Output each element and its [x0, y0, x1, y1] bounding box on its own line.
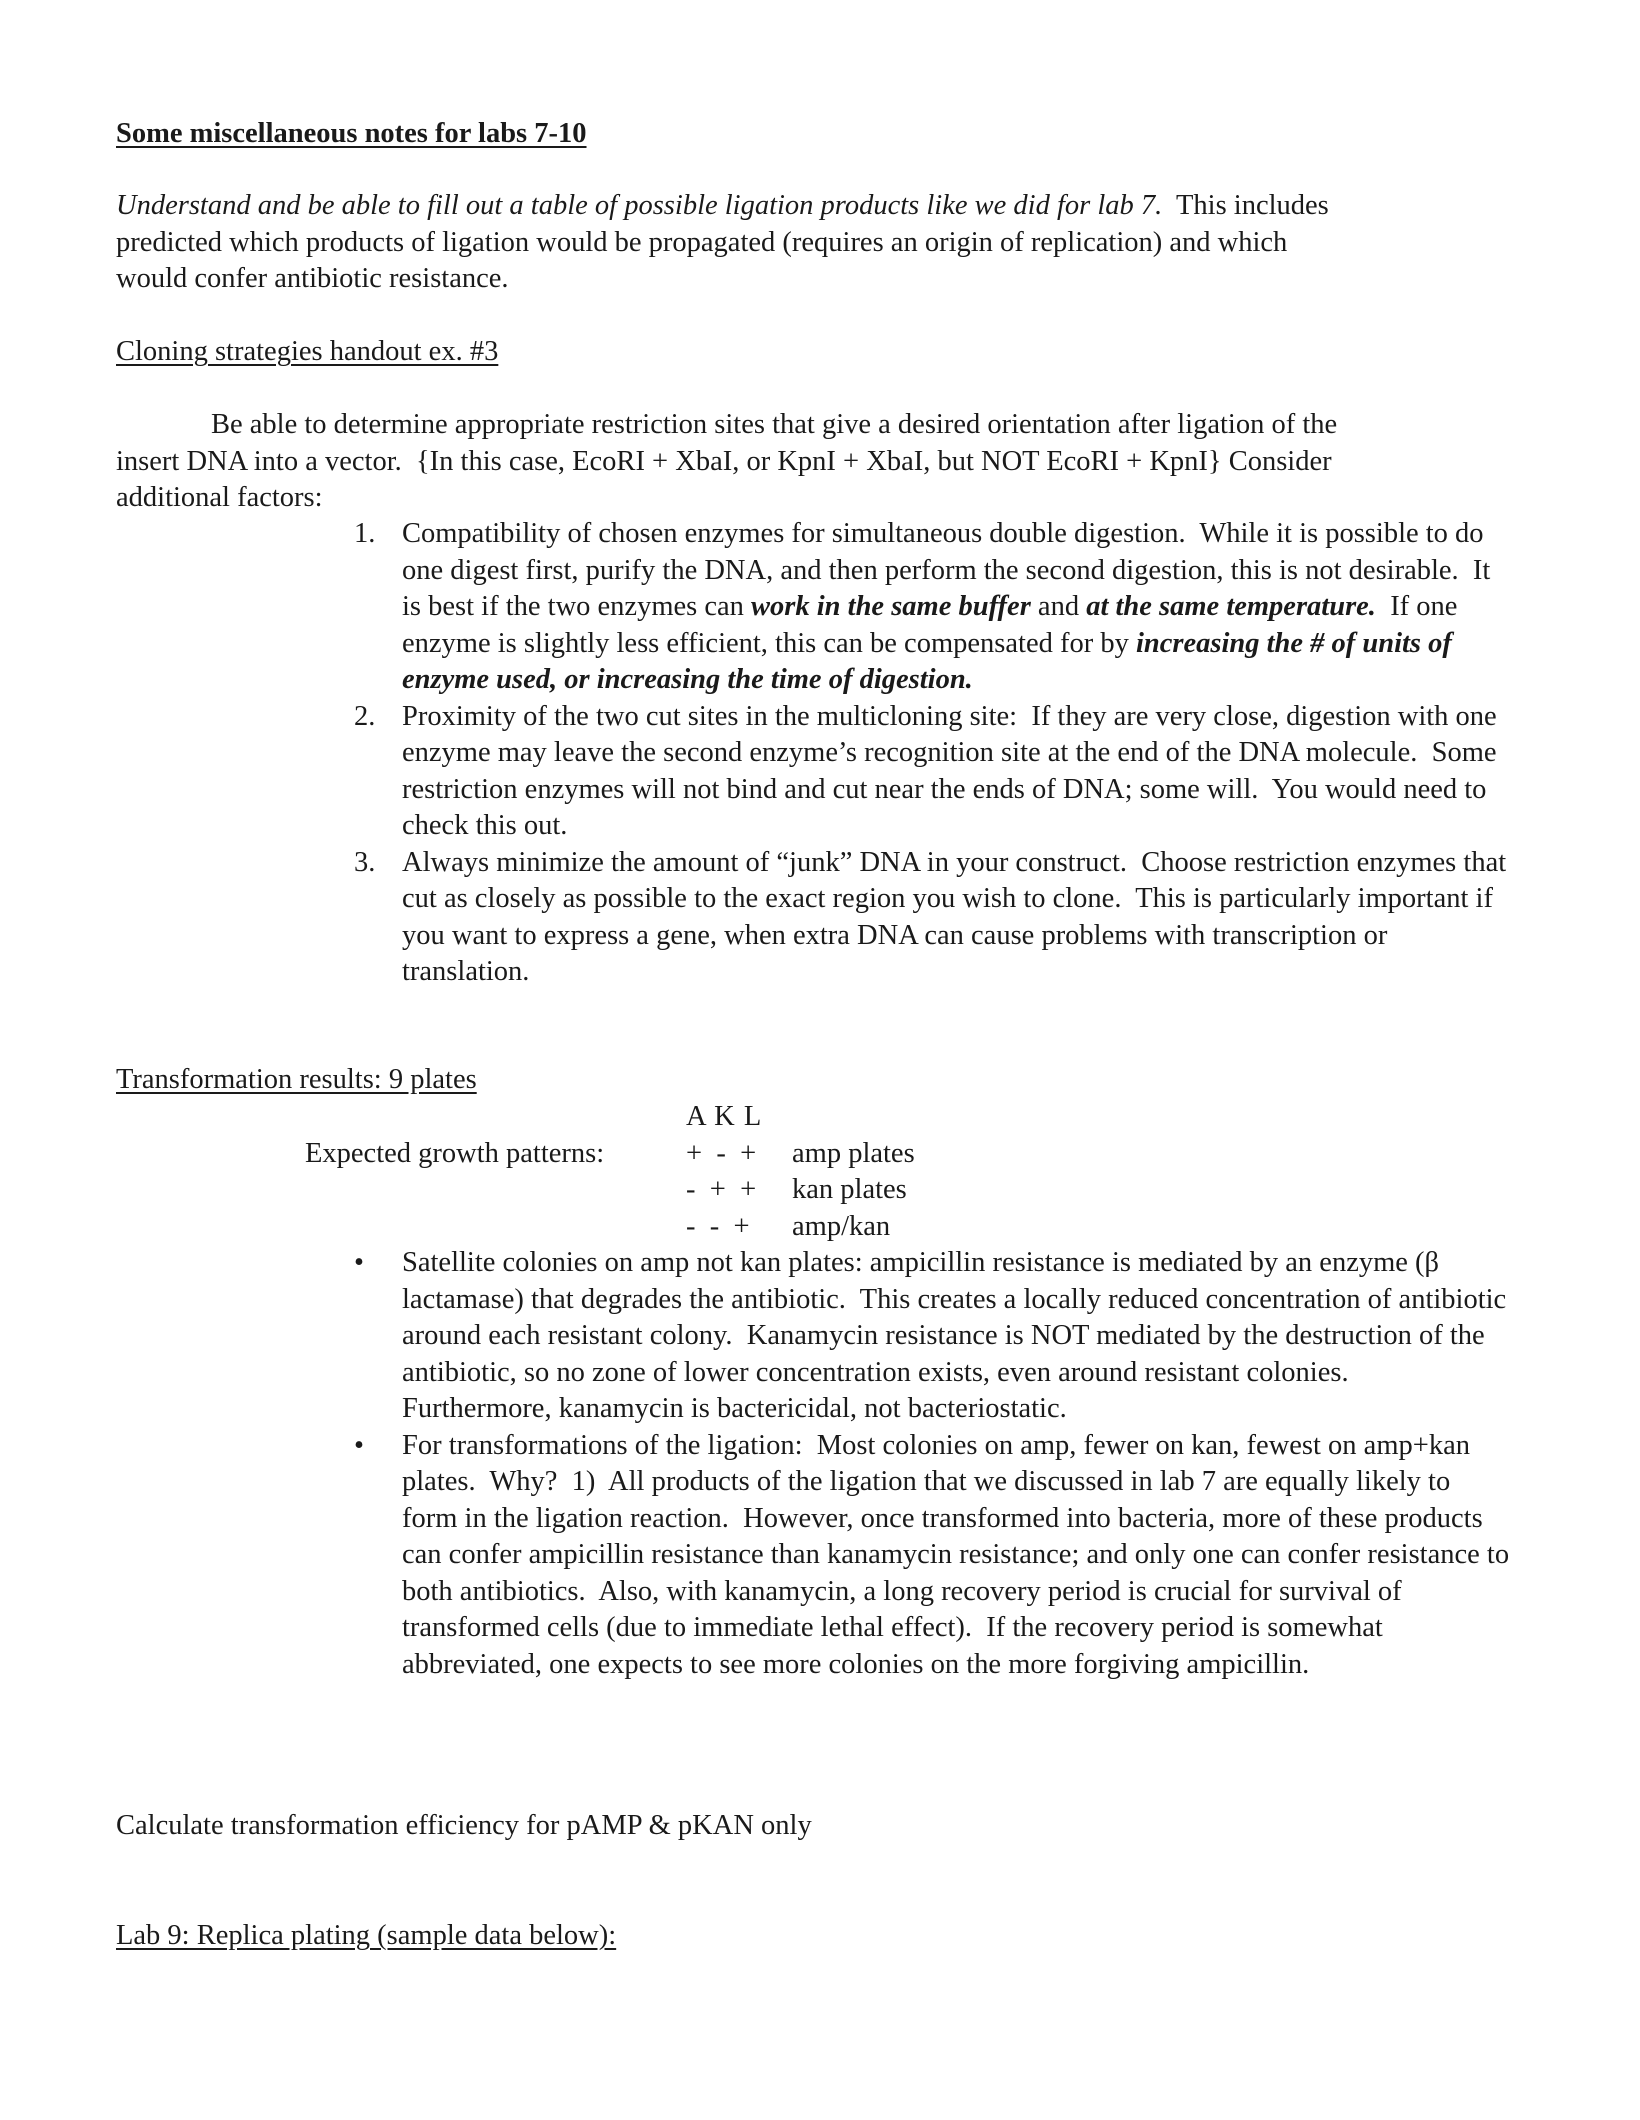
bullet-text: For transformations of the ligation: Most colonies on amp, fewer on kan, fewest on amp+kan plates. Why? 1) All products of the ligation that we discussed in lab 7 are equally likely to form in the ligation reaction. However, once transformed into bacteria, more of these products can confer ampicillin resistance than kanamycin resistance; and only one can confer resistance to both antibiotics. Also, with kanamycin, a long recovery period is crucial for survival of transformed cells (due to immediate lethal effect). If the recovery period is somewhat abbreviated, one expects to see more colonies on the more forgiving ampicillin.	[402, 1429, 1517, 1680]
factor-number: 3.	[354, 846, 376, 878]
factor-item	[354, 845, 1514, 991]
factor-text: and	[1030, 591, 1087, 622]
factor-emphasis: work in the same buffer	[751, 591, 1031, 622]
growth-signs: - + +	[686, 1174, 757, 1205]
growth-header: A K L	[686, 1101, 763, 1132]
factor-number: 1.	[354, 518, 376, 549]
bullet-marker: •	[354, 1247, 364, 1278]
factor-item	[354, 516, 1512, 699]
bullet-item	[354, 1428, 1517, 1684]
intro-line-1	[116, 188, 1329, 225]
cloning-para-line-1: Be able to determine appropriate restriction sites that give a desired orientation after ligation of the	[211, 409, 1338, 440]
factor-item	[354, 699, 1512, 845]
factor-text: If one enzyme is slightly less efficient, this can be compensated for by	[402, 591, 1465, 659]
growth-label: Expected growth patterns:	[305, 1137, 605, 1169]
intro-line1-rest: This includes	[1162, 190, 1329, 221]
factor-emphasis: increasing the # of units of enzyme used, or increasing the time of digestion.	[402, 627, 1452, 695]
intro-italic: Understand and be able to fill out a table of possible ligation products like we did for lab 7.	[116, 190, 1163, 221]
growth-plate: amp plates	[792, 1137, 915, 1169]
growth-signs: + - +	[686, 1137, 757, 1169]
bullet-list	[354, 1245, 1517, 1683]
factor-number: 2.	[354, 700, 376, 732]
bullet-marker: •	[354, 1429, 364, 1461]
transformation-heading: Transformation results: 9 plates	[116, 1064, 477, 1095]
cloning-para-line-2: insert DNA into a vector. {In this case, EcoRI + XbaI, or KpnI + XbaI, but NOT EcoRI + KpnI} Consider	[116, 445, 1332, 477]
factors-list	[354, 516, 1514, 991]
calc-line: Calculate transformation efficiency for pAMP & pKAN only	[116, 1810, 812, 1841]
intro-line-2: predicted which products of ligation would be propagated (requires an origin of replication) and which	[116, 226, 1288, 258]
intro-line-3: would confer antibiotic resistance.	[116, 263, 509, 294]
cloning-para-line-3: additional factors:	[116, 482, 323, 513]
bullet-item	[354, 1245, 1514, 1428]
growth-signs: - - +	[686, 1210, 750, 1242]
page-title: Some miscellaneous notes for labs 7-10	[116, 118, 587, 149]
factor-text: Always minimize the amount of “junk” DNA in your construct. Choose restriction enzymes that cut as closely as possible to the exact region you wish to clone. This is particularly important if you want to express a gene, when extra DNA can cause problems with transcription or translation.	[402, 846, 1514, 987]
bullet-text: Satellite colonies on amp not kan plates: ampicillin resistance is mediated by an enzyme (β lactamase) that degrades the antibiotic. This creates a locally reduced concentration of antibiotic around each resistant colony. Kanamycin resistance is NOT mediated by the destruction of the antibiotic, so no zone of lower concentration exists, even around resistant colonies. Furthermore, kanamycin is bactericidal, not bacteriostatic.	[402, 1247, 1514, 1424]
lab9-heading: Lab 9: Replica plating (sample data below):	[116, 1920, 617, 1951]
factor-text: Compatibility of chosen enzymes for simultaneous double digestion. While it is possible to do one digest first, purify the DNA, and then perform the second digestion, this is not desirable. It is best if the two enzymes can	[402, 518, 1498, 622]
growth-plate: kan plates	[792, 1174, 907, 1205]
factor-text: Proximity of the two cut sites in the multicloning site: If they are very close, digestion with one enzyme may leave the second enzyme’s recognition site at the end of the DNA molecule. Some restriction enzymes will not bind and cut near the ends of DNA; some will. You would need to check this out.	[402, 700, 1504, 841]
growth-plate: amp/kan	[792, 1210, 891, 1242]
factor-emphasis: at the same temperature.	[1086, 591, 1376, 622]
cloning-heading: Cloning strategies handout ex. #3	[116, 336, 499, 367]
